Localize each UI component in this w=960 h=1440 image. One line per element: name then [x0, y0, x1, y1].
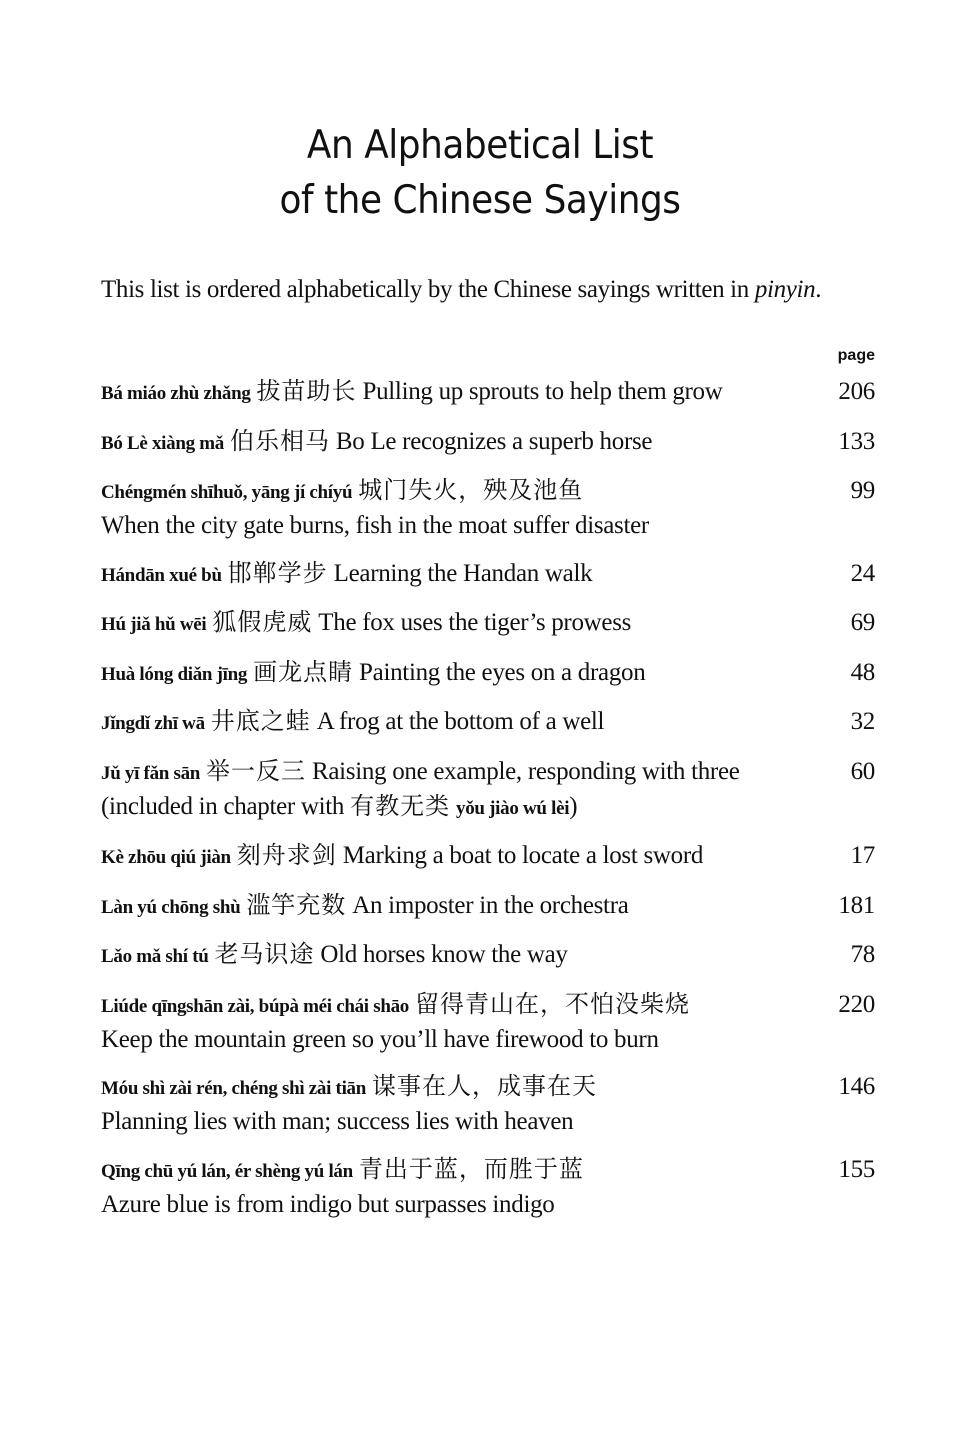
- entry-english: Azure blue is from indigo but surpasses indigo: [101, 1190, 555, 1218]
- entry-pinyin: Jǔ yī fǎn sān: [101, 762, 201, 784]
- list-item: [101, 705, 875, 740]
- entry-hanzi: 留得青山在，不怕没柴烧: [414, 989, 690, 1018]
- entry-english: The fox uses the tiger’s prowess: [318, 609, 632, 636]
- entry-pinyin: Hú jiǎ hǔ wēi: [101, 614, 207, 635]
- entry-page-number: 69: [850, 609, 875, 636]
- entry-english: Marking a boat to locate a lost sword: [342, 842, 704, 869]
- entry-page-number: 220: [838, 990, 875, 1018]
- list-item: [101, 1153, 875, 1221]
- list-item: [101, 474, 875, 542]
- list-item: [101, 988, 875, 1056]
- entry-pinyin: Hándān xué bù: [101, 564, 222, 586]
- entry-page-number: 17: [850, 842, 875, 869]
- entry-english: An imposter in the orchestra: [352, 891, 629, 919]
- list-item: [101, 755, 875, 825]
- entry-english: Pulling up sprouts to help them grow: [362, 378, 723, 405]
- entry-hanzi: 举一反三: [206, 756, 307, 785]
- entry-pinyin: Lǎo mǎ shí tú: [101, 946, 209, 967]
- entry-page-number: 146: [838, 1073, 875, 1100]
- entry-note-hanzi: 有教无类: [350, 791, 451, 820]
- entry-pinyin: Jǐngdǐ zhī wā: [101, 713, 205, 734]
- entry-pinyin: Huà lóng diǎn jīng: [101, 663, 248, 685]
- page-column-header: page: [837, 347, 875, 364]
- intro-paragraph: [101, 272, 881, 308]
- entry-english: When the city gate burns, fish in the moat suffer disaster: [101, 512, 649, 539]
- list-item: [101, 375, 875, 410]
- entry-page-number: 48: [850, 658, 875, 686]
- entry-english: Keep the mountain green so you’ll have firewood to burn: [101, 1025, 659, 1053]
- list-item: [101, 557, 875, 592]
- entry-hanzi: 青出于蓝，而胜于蓝: [358, 1154, 584, 1183]
- entry-page-number: 181: [838, 891, 875, 919]
- entry-page-number: 60: [850, 757, 875, 785]
- page-title-line-2: of the Chinese Sayings: [279, 178, 681, 223]
- entry-english: Bo Le recognizes a superb horse: [335, 427, 653, 455]
- entry-hanzi: 画龙点睛: [253, 657, 354, 686]
- entry-pinyin: Bó Lè xiàng mǎ: [101, 432, 225, 454]
- sayings-list: [101, 375, 875, 1221]
- entry-note-pinyin: yǒu jiào wú lèi: [456, 797, 570, 819]
- entry-page-number: 206: [838, 378, 875, 405]
- entry-pinyin: Kè zhōu qiú jiàn: [101, 847, 231, 868]
- entry-hanzi: 谋事在人，成事在天: [371, 1072, 597, 1100]
- intro-italic-pinyin: pinyin: [754, 276, 816, 303]
- intro-period: .: [815, 276, 822, 303]
- intro-text: This list is ordered alphabetically by the Chinese sayings written in: [101, 276, 755, 303]
- list-item: [101, 425, 875, 460]
- entry-pinyin: Liúde qīngshān zài, búpà méi chái shāo: [101, 995, 410, 1017]
- list-item: [101, 1070, 875, 1138]
- entry-hanzi: 老马识途: [214, 940, 315, 968]
- entry-pinyin: Qīng chū yú lán, ér shèng yú lán: [101, 1160, 353, 1182]
- entry-pinyin: Móu shì zài rén, chéng shì zài tiān: [101, 1078, 367, 1099]
- list-item: [101, 889, 875, 924]
- entry-hanzi: 城门失火，殃及池鱼: [358, 476, 584, 504]
- entry-hanzi: 伯乐相马: [229, 426, 330, 455]
- entry-page-number: 155: [838, 1155, 875, 1183]
- page-title: [38, 118, 921, 228]
- entry-page-number: 78: [850, 941, 875, 968]
- entry-hanzi: 邯郸学步: [227, 558, 328, 587]
- list-item: [101, 938, 875, 973]
- page-title-line-1: An Alphabetical List: [306, 123, 654, 168]
- entry-page-number: 32: [850, 708, 875, 735]
- entry-hanzi: 刻舟求剑: [236, 841, 337, 869]
- entry-note-close: ): [569, 792, 578, 820]
- entry-english: Learning the Handan walk: [333, 559, 593, 587]
- entry-page-number: 99: [850, 477, 875, 504]
- entry-english: Painting the eyes on a dragon: [359, 658, 646, 686]
- entry-page-number: 24: [850, 559, 875, 587]
- entry-hanzi: 拔苗助长: [256, 377, 357, 405]
- list-item: [101, 656, 875, 691]
- entry-english: Raising one example, responding with three (included in chapter with: [101, 757, 740, 820]
- list-item: [101, 839, 875, 874]
- entry-hanzi: 滥竽充数: [246, 890, 347, 919]
- entry-page-number: 133: [838, 427, 875, 455]
- entry-english: Planning lies with man; success lies with heaven: [101, 1108, 574, 1135]
- entry-hanzi: 狐假虎威: [212, 608, 313, 636]
- entry-pinyin: Làn yú chōng shù: [101, 896, 241, 918]
- list-item: [101, 606, 875, 641]
- entry-hanzi: 井底之蛙: [210, 707, 311, 735]
- entry-pinyin: Chéngmén shīhuǒ, yāng jí chíyú: [101, 482, 353, 503]
- entry-english: Old horses know the way: [320, 941, 568, 968]
- entry-pinyin: Bá miáo zhù zhǎng: [101, 383, 251, 404]
- entry-english: A frog at the bottom of a well: [316, 708, 605, 735]
